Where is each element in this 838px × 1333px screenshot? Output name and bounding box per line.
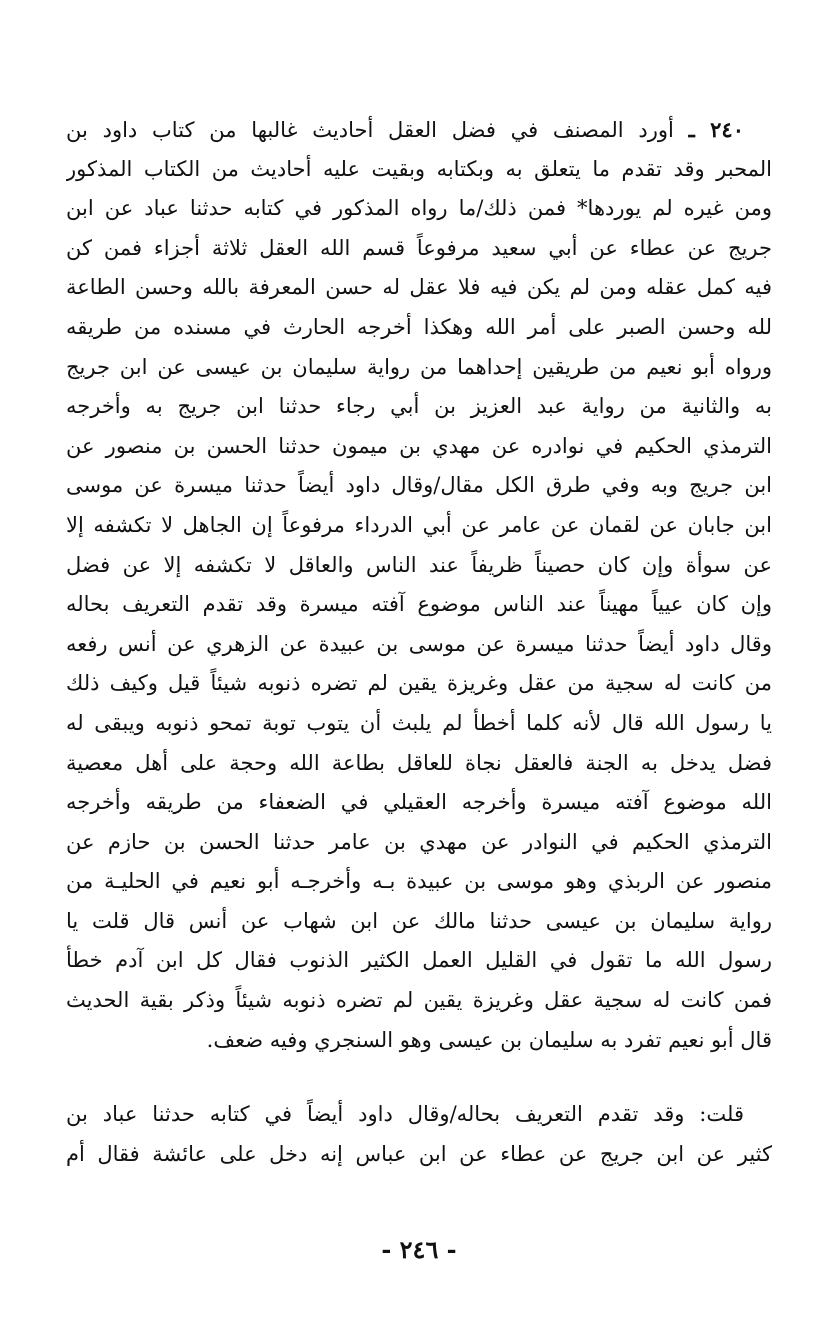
- paragraph-gap: [66, 1060, 772, 1095]
- text-line: ابن جريج وبه وفي طرق الكل مقال/وقال داود أيضاً حدثنا ميسرة عن موسى: [66, 473, 772, 498]
- page-number: - ٢٤٦ -: [381, 1235, 457, 1264]
- text-line: لله وحسن الصبر على أمر الله وهكذا أخرجه الحارث في مسنده من طريقه: [66, 314, 772, 339]
- text-line: الترمذي الحكيم في نوادره عن مهدي بن ميمون حدثنا الحسن بن منصور عن: [66, 433, 772, 458]
- text-line: يا رسول الله قال لأنه كلما أخطأ لم يلبث أن يتوب توبة تمحو ذنوبه ويبقى له: [66, 710, 772, 735]
- text-line: رواية سليمان بن عيسى حدثنا مالك عن ابن شهاب عن أنس قال قلت يا: [66, 908, 772, 933]
- paragraph-1: [66, 150, 772, 1061]
- entry-first-line: [66, 110, 772, 150]
- text-line: ومن غيره لم يوردها* فمن ذلك/ما رواه المذكور في كتابه حدثنا عباد عن ابن: [66, 196, 772, 221]
- entry-number: ٢٤٠ ـ: [688, 117, 744, 142]
- text-line: جريج عن عطاء عن أبي سعيد مرفوعاً قسم الله العقل ثلاثة أجزاء فمن كن: [66, 235, 772, 260]
- text-line: فمن كانت له سجية عقل وغريزة يقين لم تضره ذنوبه شيئاً وذكر بقية الحديث: [66, 988, 772, 1013]
- text-line: رسول الله ما تقول في القليل العمل الكثير الذنوب فقال كل ابن آدم خطأ: [66, 948, 772, 973]
- text-line: الترمذي الحكيم في النوادر عن مهدي بن عامر حدثنا الحسن بن حازم عن: [66, 829, 772, 854]
- text-line: فيه كمل عقله ومن لم يكن فيه فلا عقل له حسن المعرفة بالله وحسن الطاعة: [66, 275, 772, 300]
- entry-first-line-text: أورد المصنف في فضل العقل أحاديث غالبها من كتاب داود بن: [66, 118, 674, 142]
- text-line: ابن جابان عن لقمان عن عامر عن أبي الدرداء مرفوعاً إن الجاهل لا تكشفه إلا: [66, 512, 772, 537]
- text-line: عن سوأة وإن كان حصيناً ظريفاً عند الناس والعاقل لا تكشفه إلا عن فضل: [66, 552, 772, 577]
- text-line: به والثانية من رواية عبد العزيز بن أبي رجاء حدثنا ابن جريج به وأخرجه: [66, 394, 772, 419]
- text-line: قال أبو نعيم تفرد به سليمان بن عيسى وهو السنجري وفيه ضعف.: [206, 1027, 772, 1052]
- page-body: [66, 110, 772, 1174]
- text-line: من كانت له سجية من عقل وغريزة يقين لم تضره ذنوبه شيئاً قيل وكيف ذلك: [66, 671, 772, 696]
- text-line: وقال داود أيضاً حدثنا ميسرة عن موسى بن عبيدة عن الزهري عن أنس رفعه: [66, 631, 772, 656]
- text-line: منصور عن الربذي وهو موسى بن عبيدة بـه وأخرجـه أبو نعيم في الحليـة من: [66, 869, 772, 894]
- text-line: المحبر وقد تقدم ما يتعلق به وبكتابه وبقيت عليه أحاديث من الكتاب المذكور: [66, 156, 772, 181]
- text-line: الله موضوع آفته ميسرة وأخرجه العقيلي في الضعفاء من طريقه وأخرجه: [66, 790, 772, 815]
- text-line: قلت: وقد تقدم التعريف بحاله/وقال داود أيضاً في كتابه حدثنا عباد بن: [66, 1102, 744, 1127]
- text-line: وإن كان عيياً مهيناً عند الناس موضوع آفته ميسرة وقد تقدم التعريف بحاله: [66, 592, 772, 617]
- paragraph-2: [66, 1095, 772, 1174]
- text-line: فضل يدخل به الجنة فالعقل نجاة للعاقل بطاعة الله وحجة على أهل معصية: [66, 750, 772, 775]
- text-line: كثير عن ابن جريج عن عطاء عن ابن عباس إنه دخل على عائشة فقال أم: [66, 1141, 772, 1166]
- text-line: ورواه أبو نعيم من طريقين إحداهما من رواية سليمان بن عيسى عن ابن جريج: [66, 354, 772, 379]
